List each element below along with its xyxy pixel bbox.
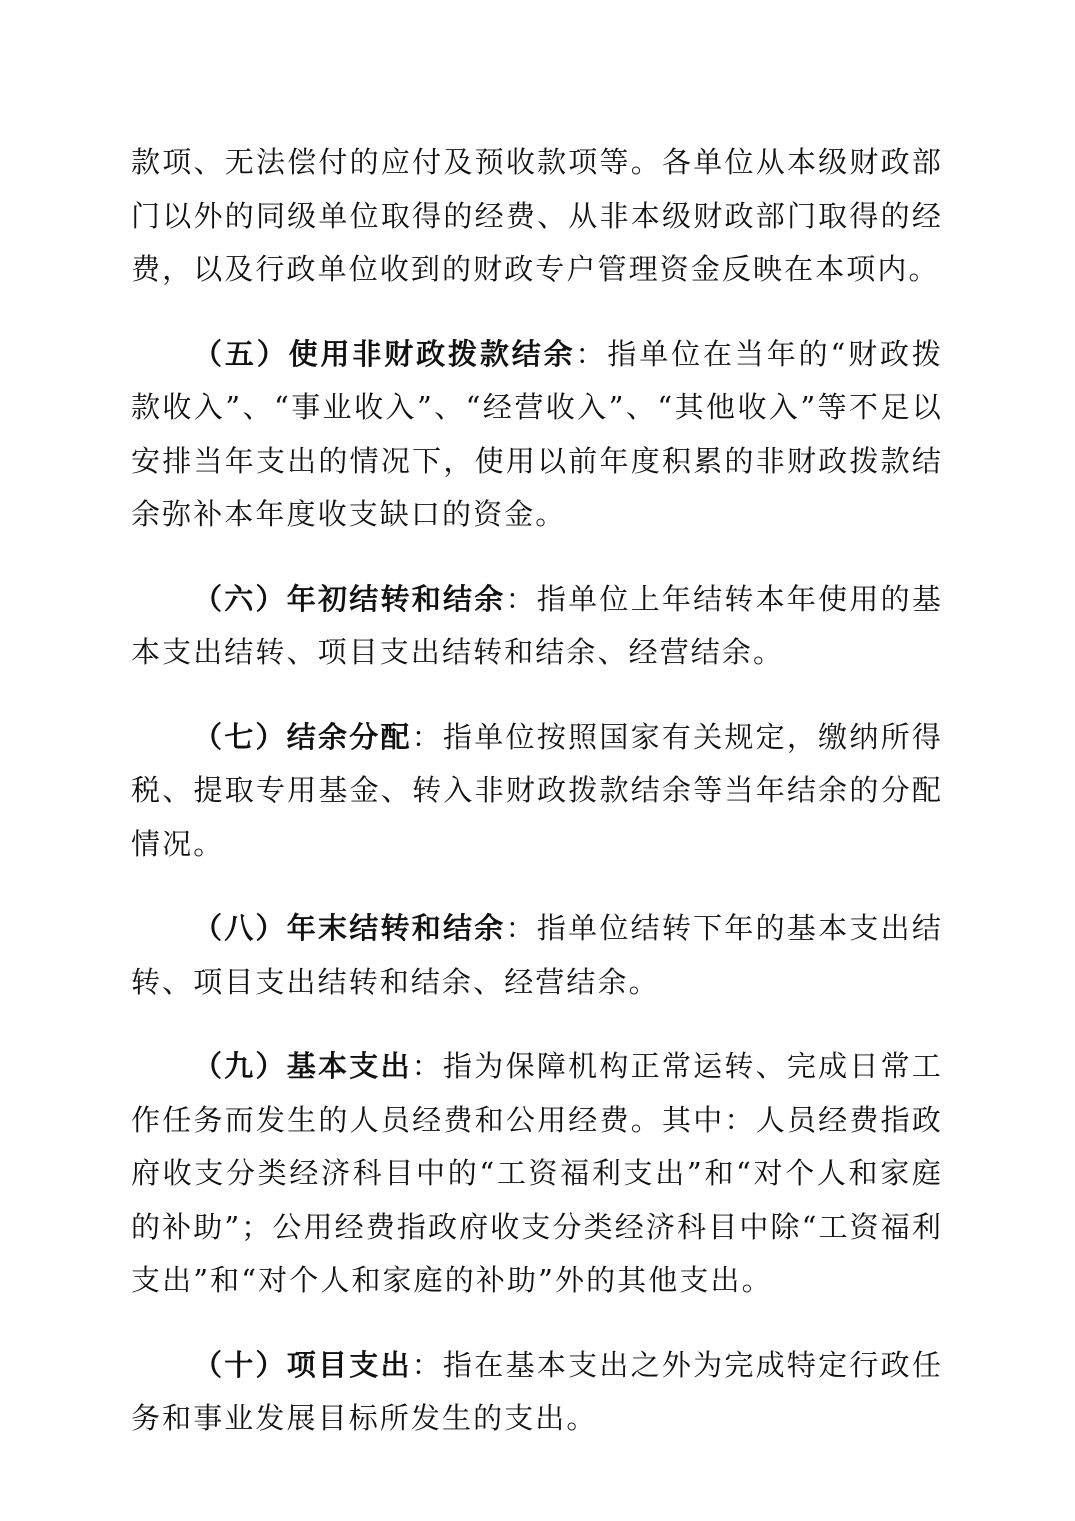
term-heading: （六）年初结转和结余 (193, 581, 506, 616)
paragraph-item-9 (131, 1040, 943, 1308)
paragraph-item-7 (131, 711, 943, 872)
term-heading: （五）使用非财政拨款结余 (193, 336, 576, 371)
paragraph-item-6 (131, 573, 943, 680)
paragraph-text: ：指单位在当年的“财政拨款收入”、“事业收入”、“经营收入”、“其他收入”等不足以安排当年支出的情况下，使用以前年度积累的非财政拨款结余弥补本年度收支缺口的资金。 (131, 336, 944, 531)
paragraph-text: ：指为保障机构正常运转、完成日常工作任务而发生的人员经费和公用经费。其中：人员经费指政府收支分类经济科目中的“工资福利支出”和“对个人和家庭的补助”；公用经费指政府收支分类经济科目中除“工资福利支出”和“对个人和家庭的补助”外的其他支出。 (131, 1049, 943, 1297)
paragraph-continuation (131, 136, 943, 297)
term-heading: （七）结余分配 (193, 719, 412, 754)
paragraph-item-5 (131, 328, 943, 542)
term-heading: （九）基本支出 (193, 1049, 412, 1083)
paragraph-text: ：指在基本支出之外为完成特定行政任务和事业发展目标所发生的支出。 (131, 1347, 943, 1435)
document-page (131, 136, 943, 1477)
term-heading: （十）项目支出 (193, 1347, 412, 1382)
paragraph-text: 款项、无法偿付的应付及预收款项等。各单位从本级财政部门以外的同级单位取得的经费、从非本级财政部门取得的经费，以及行政单位收到的财政专户管理资金反映在本项内。 (131, 145, 943, 286)
paragraph-item-8 (131, 902, 943, 1009)
term-heading: （八）年末结转和结余 (193, 911, 506, 945)
paragraph-text: ：指单位上年结转本年使用的基本支出结转、项目支出结转和结余、经营结余。 (131, 581, 943, 669)
paragraph-text: ：指单位结转下年的基本支出结转、项目支出结转和结余、经营结余。 (131, 911, 943, 999)
paragraph-text: ：指单位按照国家有关规定，缴纳所得税、提取专用基金、转入非财政拨款结余等当年结余的分配情况。 (131, 719, 943, 861)
paragraph-item-10 (131, 1339, 943, 1446)
